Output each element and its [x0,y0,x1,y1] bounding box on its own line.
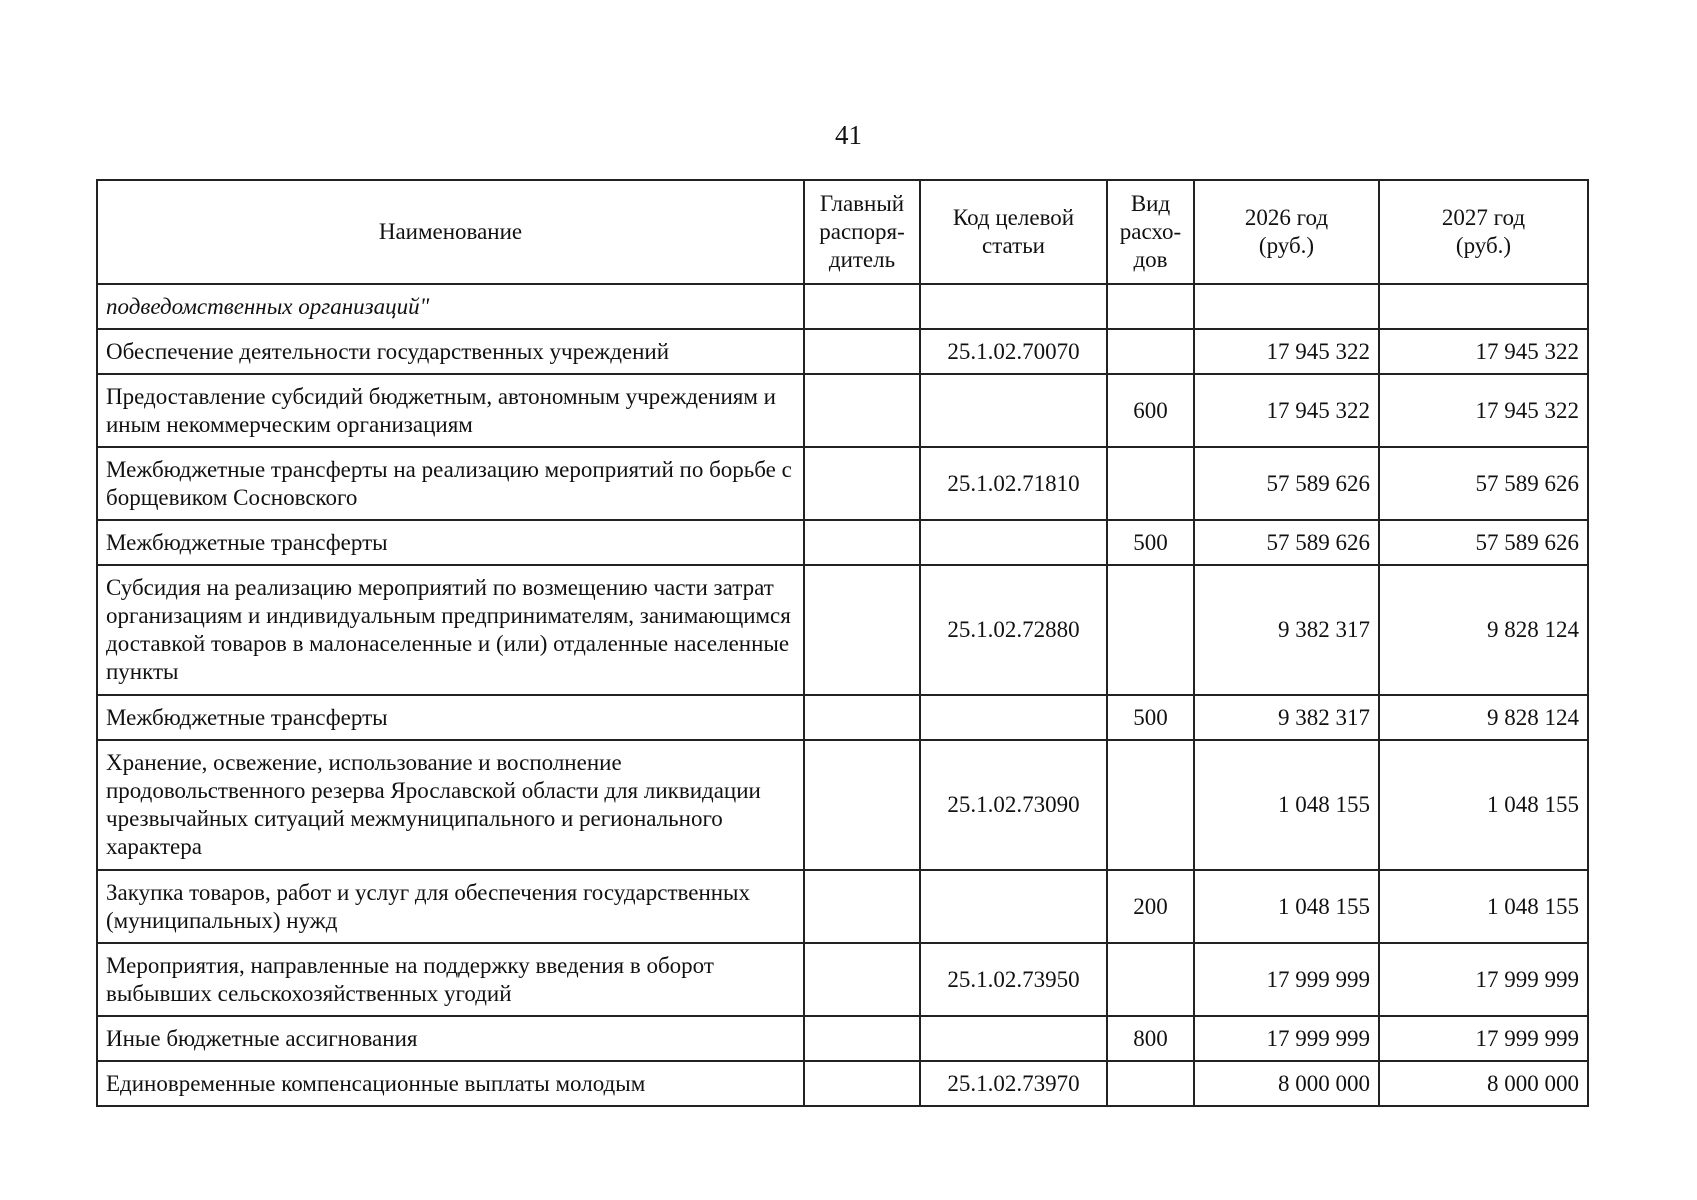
cell-code [920,870,1107,943]
cell-code: 25.1.02.72880 [920,565,1107,695]
cell-code [920,1016,1107,1061]
cell-code: 25.1.02.73970 [920,1061,1107,1106]
cell-manager [804,565,920,695]
cell-code [920,374,1107,447]
cell-2026: 8 000 000 [1194,1061,1379,1106]
cell-manager [804,870,920,943]
cell-2026: 57 589 626 [1194,447,1379,520]
cell-code: 25.1.02.70070 [920,329,1107,374]
cell-manager [804,329,920,374]
header-year-2027 [1379,180,1588,284]
page-number: 41 [835,120,862,150]
cell-2027: 17 945 322 [1379,329,1588,374]
header-manager [804,180,920,284]
table-header-row [97,180,1588,284]
cell-2027: 9 828 124 [1379,695,1588,740]
cell-manager [804,740,920,870]
table-row [97,374,1588,447]
cell-name: Мероприятия, направленные на поддержку введения в оборот выбывших сельскохозяйственных угодий [97,943,804,1016]
header-year-2027-line: 2027 год [1441,205,1526,230]
header-manager-line: распоря- [819,219,905,244]
header-year-2027-line: (руб.) [1455,233,1512,258]
cell-2026: 9 382 317 [1194,565,1379,695]
cell-manager [804,447,920,520]
header-target-code [920,180,1107,284]
cell-code [920,284,1107,329]
cell-2026: 17 945 322 [1194,329,1379,374]
cell-name: Закупка товаров, работ и услуг для обеспечения государственных (муниципальных) нужд [97,870,804,943]
cell-type: 500 [1107,695,1194,740]
table-row [97,284,1588,329]
cell-type [1107,1061,1194,1106]
table-row [97,329,1588,374]
table-row [97,943,1588,1016]
header-target-code-line: Код целевой [952,205,1075,230]
table-row [97,1061,1588,1106]
cell-name: Единовременные компенсационные выплаты молодым [97,1061,804,1106]
table-row [97,1016,1588,1061]
header-expense-type-line: расхо- [1119,219,1182,244]
cell-type [1107,740,1194,870]
cell-name: Межбюджетные трансферты [97,520,804,565]
header-expense-type [1107,180,1194,284]
cell-2027: 17 945 322 [1379,374,1588,447]
cell-2026: 57 589 626 [1194,520,1379,565]
cell-2027: 57 589 626 [1379,447,1588,520]
cell-manager [804,520,920,565]
cell-code: 25.1.02.71810 [920,447,1107,520]
cell-2027: 17 999 999 [1379,1016,1588,1061]
header-target-code-line: статьи [981,233,1045,258]
cell-manager [804,374,920,447]
cell-type [1107,943,1194,1016]
cell-2026: 17 999 999 [1194,943,1379,1016]
cell-name: Межбюджетные трансферты [97,695,804,740]
cell-type: 600 [1107,374,1194,447]
cell-type [1107,565,1194,695]
cell-2027: 1 048 155 [1379,740,1588,870]
header-year-2026-line: (руб.) [1258,233,1315,258]
budget-table [96,179,1589,1107]
cell-2026 [1194,284,1379,329]
cell-manager [804,1061,920,1106]
cell-type [1107,329,1194,374]
cell-name: Хранение, освежение, использование и восполнение продовольственного резерва Ярославской области для ликвидации чрезвычайных ситуаций межмуниципального и регионального характера [97,740,804,870]
cell-name: Предоставление субсидий бюджетным, автономным учреждениям и иным некоммерческим организациям [97,374,804,447]
cell-type: 200 [1107,870,1194,943]
table-row [97,565,1588,695]
header-manager-line: дитель [828,247,896,272]
cell-type: 800 [1107,1016,1194,1061]
cell-manager [804,284,920,329]
cell-code [920,695,1107,740]
table-row [97,695,1588,740]
cell-name: Межбюджетные трансферты на реализацию мероприятий по борьбе с борщевиком Сосновского [97,447,804,520]
cell-code: 25.1.02.73950 [920,943,1107,1016]
cell-code [920,520,1107,565]
cell-name: Субсидия на реализацию мероприятий по возмещению части затрат организациям и индивидуальным предпринимателям, занимающимся доставкой товаров в малонаселенные и (или) отдаленные населенные пункты [97,565,804,695]
cell-2027: 17 999 999 [1379,943,1588,1016]
cell-name: Обеспечение деятельности государственных учреждений [97,329,804,374]
cell-2027: 8 000 000 [1379,1061,1588,1106]
cell-manager [804,943,920,1016]
cell-2026: 1 048 155 [1194,740,1379,870]
cell-type: 500 [1107,520,1194,565]
cell-type [1107,284,1194,329]
table-row [97,447,1588,520]
header-expense-type-line: Вид [1130,191,1171,216]
header-year-2026 [1194,180,1379,284]
table-row [97,740,1588,870]
table-row [97,870,1588,943]
cell-name: подведомственных организаций" [97,284,804,329]
cell-2026: 1 048 155 [1194,870,1379,943]
cell-2027: 57 589 626 [1379,520,1588,565]
cell-2026: 9 382 317 [1194,695,1379,740]
cell-2027: 1 048 155 [1379,870,1588,943]
cell-manager [804,1016,920,1061]
cell-type [1107,447,1194,520]
table-row [97,520,1588,565]
header-year-2026-line: 2026 год [1244,205,1329,230]
cell-manager [804,695,920,740]
cell-2026: 17 945 322 [1194,374,1379,447]
cell-2026: 17 999 999 [1194,1016,1379,1061]
cell-2027 [1379,284,1588,329]
header-name: Наименование [97,180,804,284]
header-manager-line: Главный [819,191,905,216]
cell-code: 25.1.02.73090 [920,740,1107,870]
cell-2027: 9 828 124 [1379,565,1588,695]
cell-name: Иные бюджетные ассигнования [97,1016,804,1061]
header-expense-type-line: дов [1133,247,1168,272]
